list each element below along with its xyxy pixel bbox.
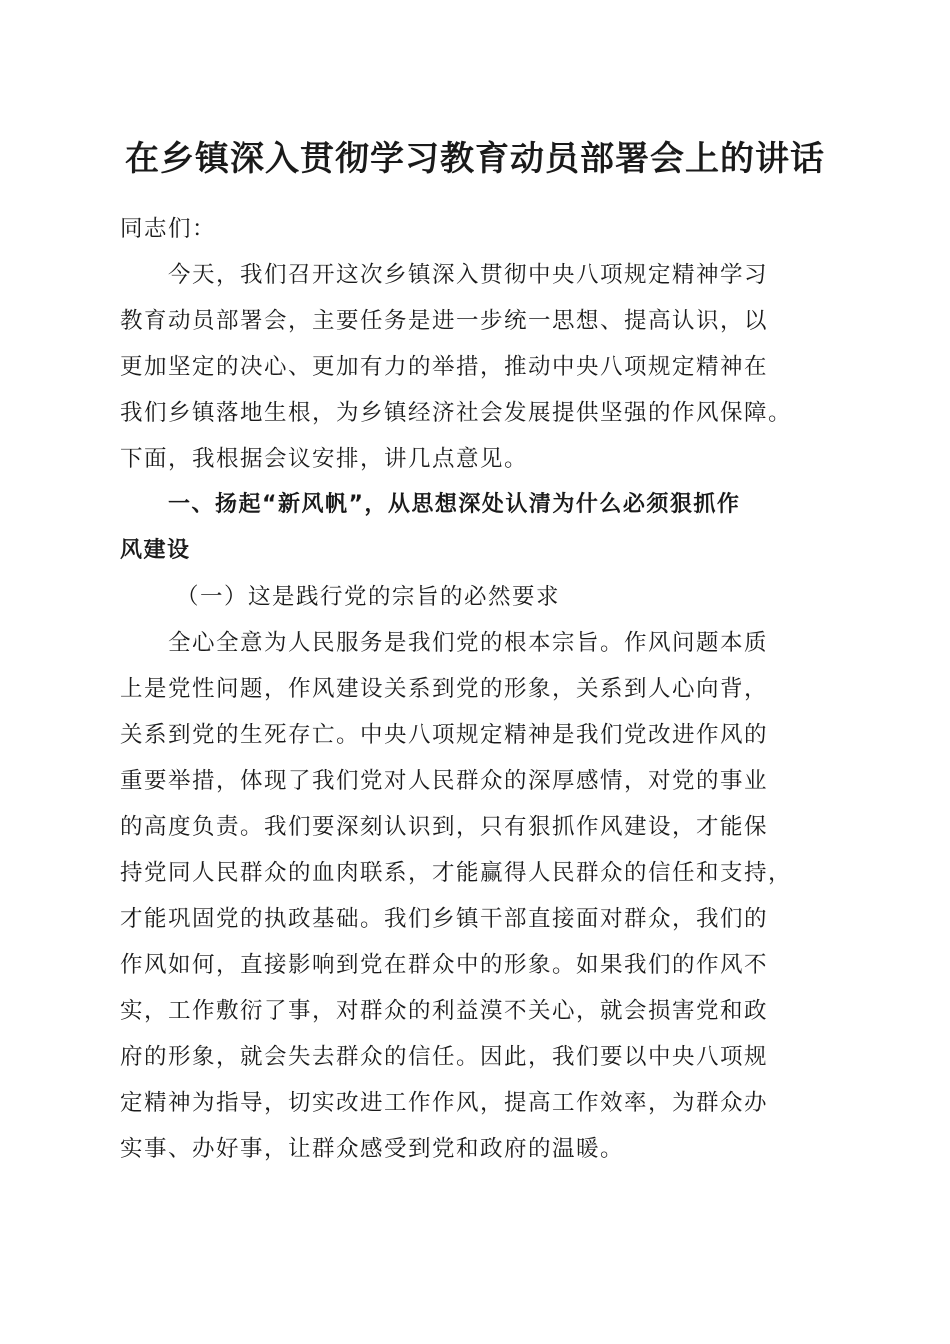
subsection-paragraph-line: 关系到党的生死存亡。中央八项规定精神是我们党改进作风的 [120, 722, 769, 748]
document-body [120, 206, 835, 1172]
intro-paragraph-line: 今天，我们召开这次乡镇深入贯彻中央八项规定精神学习 [168, 262, 769, 288]
subsection-paragraph-line: 实事、办好事，让群众感受到党和政府的温暖。 [120, 1136, 625, 1162]
intro-paragraph-line: 下面，我根据会议安排，讲几点意见。 [120, 446, 529, 472]
section-heading-line: 风建设 [120, 538, 191, 563]
subsection-paragraph-line: 实，工作敷衍了事，对群众的利益漠不关心，就会损害党和政 [120, 998, 769, 1024]
subsection-paragraph-line: 上是党性问题，作风建设关系到党的形象，关系到人心向背， [120, 676, 769, 702]
intro-paragraph-line: 教育动员部署会，主要任务是进一步统一思想、提高认识，以 [120, 308, 769, 334]
subsection-paragraph-line: 持党同人民群众的血肉联系，才能赢得人民群众的信任和支持， [120, 860, 793, 886]
subsection-heading: （一）这是践行党的宗旨的必然要求 [176, 584, 561, 610]
intro-paragraph-line: 我们乡镇落地生根，为乡镇经济社会发展提供坚强的作风保障。 [120, 400, 793, 426]
subsection-paragraph-line: 才能巩固党的执政基础。我们乡镇干部直接面对群众，我们的 [120, 906, 769, 932]
salutation: 同志们： [120, 216, 217, 242]
subsection-paragraph-line: 的高度负责。我们要深刻认识到，只有狠抓作风建设，才能保 [120, 814, 769, 840]
subsection-paragraph-line: 全心全意为人民服务是我们党的根本宗旨。作风问题本质 [168, 630, 769, 656]
subsection-paragraph-line: 重要举措，体现了我们党对人民群众的深厚感情，对党的事业 [120, 768, 769, 794]
subsection-paragraph-line: 定精神为指导，切实改进工作作风，提高工作效率，为群众办 [120, 1090, 769, 1116]
section-heading-line: 一、扬起“新风帆”，从思想深处认清为什么必须狠抓作 [168, 492, 741, 517]
intro-paragraph-line: 更加坚定的决心、更加有力的举措，推动中央八项规定精神在 [120, 354, 769, 380]
subsection-paragraph-line: 作风如何，直接影响到党在群众中的形象。如果我们的作风不 [120, 952, 769, 978]
document-title: 在乡镇深入贯彻学习教育动员部署会上的讲话 [125, 139, 825, 179]
subsection-paragraph-line: 府的形象，就会失去群众的信任。因此，我们要以中央八项规 [120, 1044, 769, 1070]
